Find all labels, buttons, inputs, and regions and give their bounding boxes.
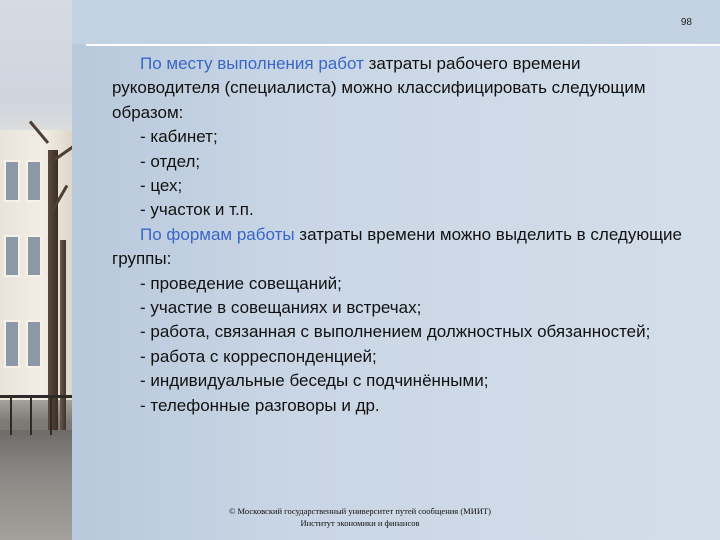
list-item: - телефонные разговоры и др.	[140, 395, 380, 415]
list-item: - работа, связанная с выполнением должностных обязанностей;	[140, 322, 651, 342]
highlight-workplace: По месту выполнения работ	[140, 54, 364, 73]
highlight-work-forms: По формам работы	[140, 224, 295, 244]
footer-institute: Институт экономики и финансов	[300, 518, 420, 528]
list-item: - проведение совещаний;	[140, 273, 342, 293]
list-item: - цех;	[140, 176, 183, 196]
footer	[110, 505, 610, 529]
list-item: - участие в совещаниях и встречах;	[140, 298, 422, 318]
page-number: 98	[680, 17, 692, 28]
paragraph-work-forms	[112, 223, 692, 272]
list-item: - кабинет;	[140, 127, 218, 147]
paragraph-workplace	[112, 52, 692, 125]
building-photo	[0, 0, 72, 540]
header-divider	[86, 44, 720, 46]
list-item: - участок и т.п.	[140, 200, 254, 220]
footer-copyright: © Московский государственный университет путей сообщения (МИИТ)	[228, 506, 492, 516]
list-item: - работа с корреспонденцией;	[140, 346, 377, 366]
paragraph-work-forms-text: затраты времени можно выделить в следующие группы:	[112, 224, 683, 269]
list-item: - индивидуальные беседы с подчинёнными;	[140, 371, 489, 391]
paragraph-workplace-text: затраты рабочего времени руководителя (специалиста) можно классифицировать следующим образом:	[112, 54, 646, 122]
slide-body	[112, 52, 692, 418]
header-bar	[72, 0, 720, 44]
list-item: - отдел;	[140, 151, 201, 171]
